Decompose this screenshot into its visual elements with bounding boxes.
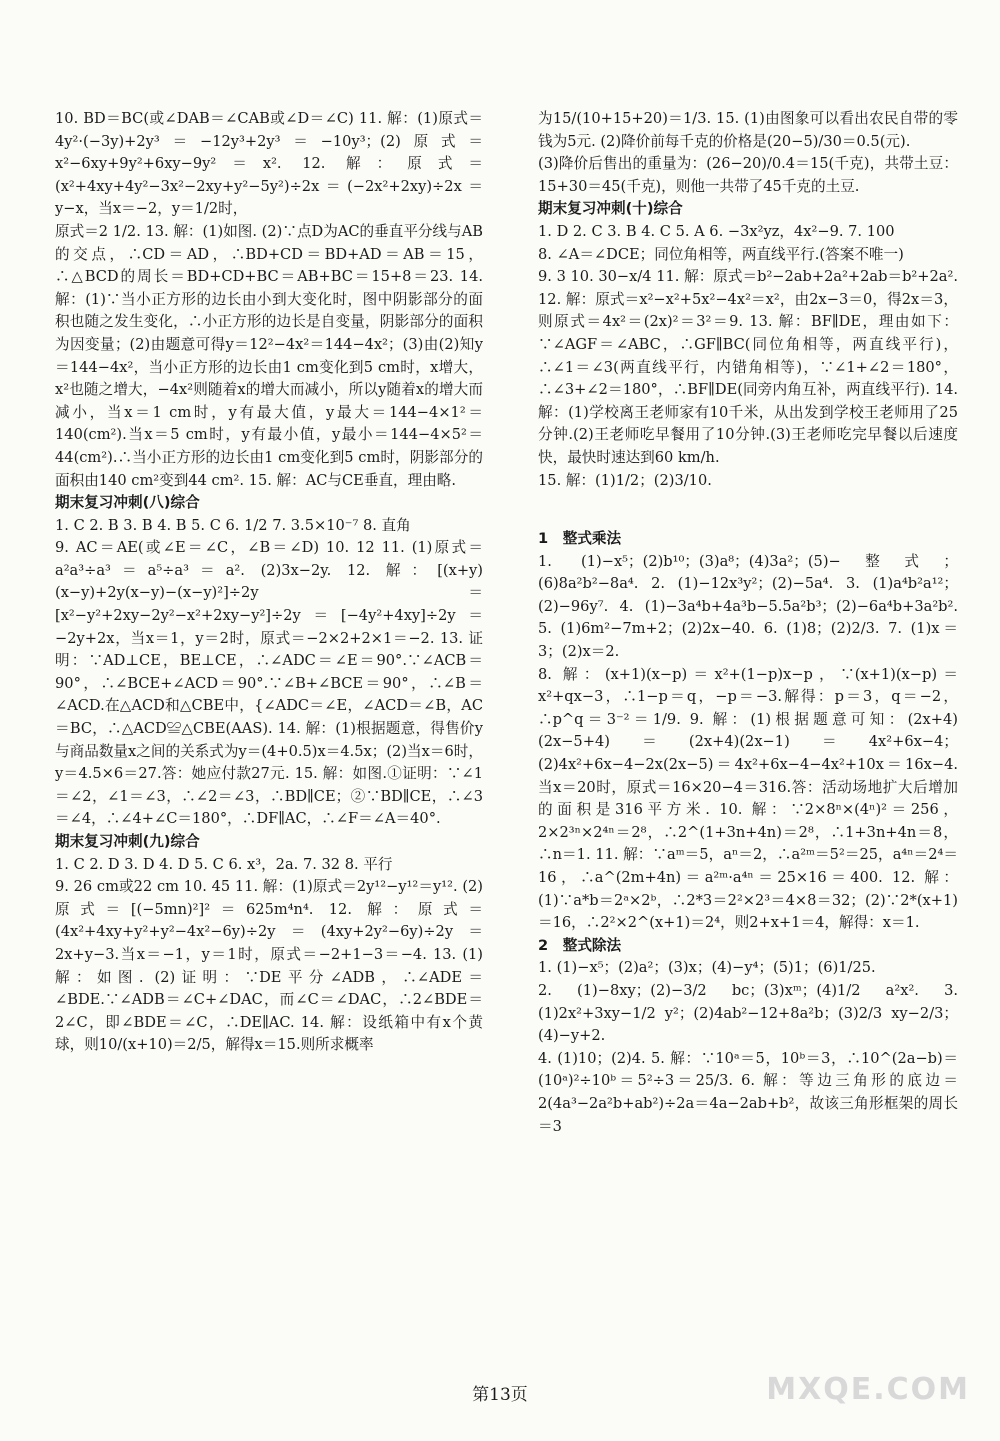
right-column: [538, 108, 958, 1138]
answer-paragraph: 8. ∠A＝∠DCE；同位角相等，两直线平行.(答案不唯一): [538, 245, 904, 263]
section-heading: 期末复习冲刺(九)综合: [55, 833, 200, 850]
section-heading: 2 整式除法: [538, 936, 622, 954]
answer-paragraph: 9. 26 cm或22 cm 10. 45 11. 解：(1)原式＝2y¹²−y¹²＝y¹². (2)原式＝[(−5mn)²]²＝625m⁴n⁴. 12. 解：原式＝(4x²+4xy+y²+y²−4x²−6y)÷2y＝(4xy+2y²−6y)÷2y＝2x+y−3.当x＝−1，y＝1时，原式＝−2+1−3＝−4. 13. (1)解：如图. (2)证明：∵DE平分∠ADB，∴∠ADE＝∠BDE.∵∠ADB＝∠C+∠DAC，而∠C＝∠DAC，∴2∠BDE＝2∠C，即∠BDE＝∠C，∴DE∥AC. 14. 解：设纸箱中有x个黄球，则10/(x+10)＝2/5，解得x＝15.则所求概率: [55, 878, 483, 1054]
left-column: [55, 108, 483, 1057]
answer-paragraph: 4. (1)10；(2)4. 5. 解：∵10ᵃ＝5，10ᵇ＝3，∴10^(2a−b)＝(10ᵃ)²÷10ᵇ＝5²÷3＝25/3. 6. 解：等边三角形的底边＝2(4a³−2a²b+ab²)÷2a＝4a−2ab+b²，故该三角形框架的周长＝3: [538, 1049, 958, 1135]
answer-paragraph: 9. 3 10. 30−x/4 11. 解：原式＝b²−2ab+2a²+2ab＝b²+2a². 12. 解：原式＝x²−x²+5x²−4x²＝x²，由2x−3＝0，得2x＝3，则原式＝4x²＝(2x)²＝3²＝9. 13. 解：BF∥DE，理由如下：∵∠AGF＝∠ABC，∴GF∥BC(同位角相等，两直线平行)，∴∠1＝∠3(两直线平行，内错角相等)，∵∠1+∠2＝180°，∴∠3+∠2＝180°，∴BF∥DE(同旁内角互补，两直线平行). 14. 解：(1)学校离王老师家有10千米，从出发到学校王老师用了25分钟.(2)王老师吃早餐用了10分钟.(3)王老师吃完早餐以后速度快，最快时速达到60 km/h.: [538, 268, 958, 466]
answer-paragraph: 10. BD＝BC(或∠DAB＝∠CAB或∠D＝∠C) 11. 解：(1)原式＝4y²·(−3y)+2y³＝−12y³+2y³＝−10y³；(2)原式＝x²−6xy+9y²+6xy−9y²＝x². 12. 解：原式＝(x²+4xy+4y²−3x²−2xy+y²−5y²)÷2x＝(−2x²+2xy)÷2x＝y−x，当x＝−2，y＝1/2时，: [55, 110, 483, 218]
answer-paragraph: 1. D 2. C 3. B 4. C 5. A 6. −3x²yz，4x²−9. 7. 100: [538, 222, 895, 240]
section-heading: 期末复习冲刺(八)综合: [55, 494, 200, 512]
answer-paragraph: 原式＝2 1/2. 13. 解：(1)如图. (2)∵点D为AC的垂直平分线与AB的交点，∴CD＝AD，∴BD+CD＝BD+AD＝AB＝15，∴△BCD的周长＝BD+CD+BC＝AB+BC＝15+8＝23. 14. 解：(1)∵当小正方形的边长由小到大变化时，图中阴影部分的面积也随之发生变化，∴小正方形的边长是自变量，阴影部分的面积为因变量；(2)由题意可得y＝12²−4x²＝144−4x²；(3)由(2)知y＝144−4x²，当小正方形的边长由1 cm变化到5 cm时，x增大，x²也随之增大，−4x²则随着x的增大而减小，所以y随着x的增大而减小，当x＝1 cm时，y有最大值，y最大＝144−4×1²＝140(cm²).当x＝5 cm时，y有最小值，y最小＝144−4×5²＝44(cm²).∴当小正方形的边长由1 cm变化到5 cm时，阴影部分的面积由140 cm²变到44 cm². 15. 解：AC与CE垂直，理由略.: [55, 222, 483, 489]
answer-paragraph: 1. (1)−x⁵；(2)b¹⁰；(3)a⁸；(4)3a²；(5)−整式；(6)8a²b²−8a⁴. 2. (1)−12x³y²；(2)−5a⁴. 3. (1)a⁴b²a¹²；(2)−96y⁷. 4. (1)−3a⁴b+4a³b−5.5a²b³；(2)−6a⁴b+3a²b². 5. (1)6m²−7m+2；(2)2x−40. 6. (1)8；(2)2/3. 7. (1)x＝3；(2)x＝2.: [538, 552, 958, 661]
answer-paragraph: 9. AC＝AE(或∠E＝∠C，∠B＝∠D) 10. 12 11. (1)原式＝a²a³÷a³＝a⁵÷a³＝a². (2)3x−2y. 12. 解：[(x+y)(x−y)+2y(x−y)−(x−y)²]÷2y＝[x²−y²+2xy−2y²−x²+2xy−y²]÷2y＝[−4y²+4xy]÷2y＝−2y+2x，当x＝1，y＝2时，原式＝−2×2+2×1＝−2. 13. 证明：∵AD⊥CE，BE⊥CE，∴∠ADC＝∠E＝90°.∵∠ACB＝90°，∴∠BCE+∠ACD＝90°.∵∠B+∠BCE＝90°，∴∠B＝∠ACD.在△ACD和△CBE中，{∠ADC＝∠E，∠ACD＝∠B，AC＝BC，∴△ACD≌△CBE(AAS). 14. 解：(1)根据题意，得售价y与商品数量x之间的关系式为y＝(4+0.5)x＝4.5x；(2)当x＝6时，y＝4.5×6＝27.答：她应付款27元. 15. 解：如图.①证明：∵∠1＝∠2，∠1＝∠3，∴∠2＝∠3，∴BD∥CE；②∵BD∥CE，∴∠3＝∠4，∴∠4+∠C＝180°，∴DF∥AC，∴∠F＝∠A＝40°.: [55, 539, 483, 828]
answer-paragraph: (3)降价后售出的重量为：(26−20)/0.4＝15(千克)，共带土豆：15+30＝45(千克)，则他一共带了45千克的土豆.: [538, 155, 958, 195]
answer-paragraph: 为15/(10+15+20)＝1/3. 15. (1)由图象可以看出农民自带的零钱为5元. (2)降价前每千克的价格是(20−5)/30＝0.5(元).: [538, 110, 958, 150]
answer-paragraph: 1. (1)−x⁵；(2)a²；(3)x；(4)−y⁴；(5)1；(6)1/25.: [538, 959, 876, 977]
answer-paragraph: 15. 解：(1)1/2；(2)3/10.: [538, 471, 712, 489]
answer-paragraph: 1. C 2. B 3. B 4. B 5. C 6. 1/2 7. 3.5×10⁻⁷ 8. 直角: [55, 516, 411, 534]
watermark: MXQE.COM: [766, 1372, 970, 1407]
page-number: 第13页: [472, 1385, 528, 1405]
answer-paragraph: 2. (1)−8xy；(2)−3/2 bc；(3)xᵐ；(4)1/2 a²x². 3. (1)2x²+3xy−1/2 y²；(2)4ab²−12+8a²b；(3)2/3 xy−2/3；(4)−y+2.: [538, 981, 958, 1045]
answer-paragraph: 8. 解：(x+1)(x−p)＝x²+(1−p)x−p，∵(x+1)(x−p)＝x²+qx−3，∴1−p＝q，−p＝−3.解得：p＝3，q＝−2，∴p^q＝3⁻²＝1/9. 9. 解：(1)根据题意可知：(2x+4)(2x−5+4)＝(2x+4)(2x−1)＝4x²+6x−4；(2)4x²+6x−4−2x(2x−5)＝4x²+6x−4−4x²+10x＝16x−4.当x＝20时，原式＝16×20−4＝316.答：活动场地扩大后增加的面积是316平方米. 10. 解：∵2×8ⁿ×(4ⁿ)²＝256，2×2³ⁿ×2⁴ⁿ＝2⁸，∴2^(1+3n+4n)＝2⁸，∴1+3n+4n＝8，∴n＝1. 11. 解：∵aᵐ＝5，aⁿ＝2，∴a²ᵐ＝5²＝25，a⁴ⁿ＝2⁴＝16，∴a^(2m+4n)＝a²ᵐ·a⁴ⁿ＝25×16＝400. 12. 解：(1)∵a*b＝2ᵃ×2ᵇ，∴2*3＝2²×2³＝4×8＝32；(2)∵2*(x+1)＝16，∴2²×2^(x+1)＝2⁴，则2+x+1＝4，解得：x＝1.: [538, 665, 958, 932]
section-heading: 1 整式乘法: [538, 530, 622, 548]
section-heading: 期末复习冲刺(十)综合: [538, 200, 683, 218]
answer-paragraph: 1. C 2. D 3. D 4. D 5. C 6. x³，2a. 7. 32 8. 平行: [55, 855, 393, 873]
